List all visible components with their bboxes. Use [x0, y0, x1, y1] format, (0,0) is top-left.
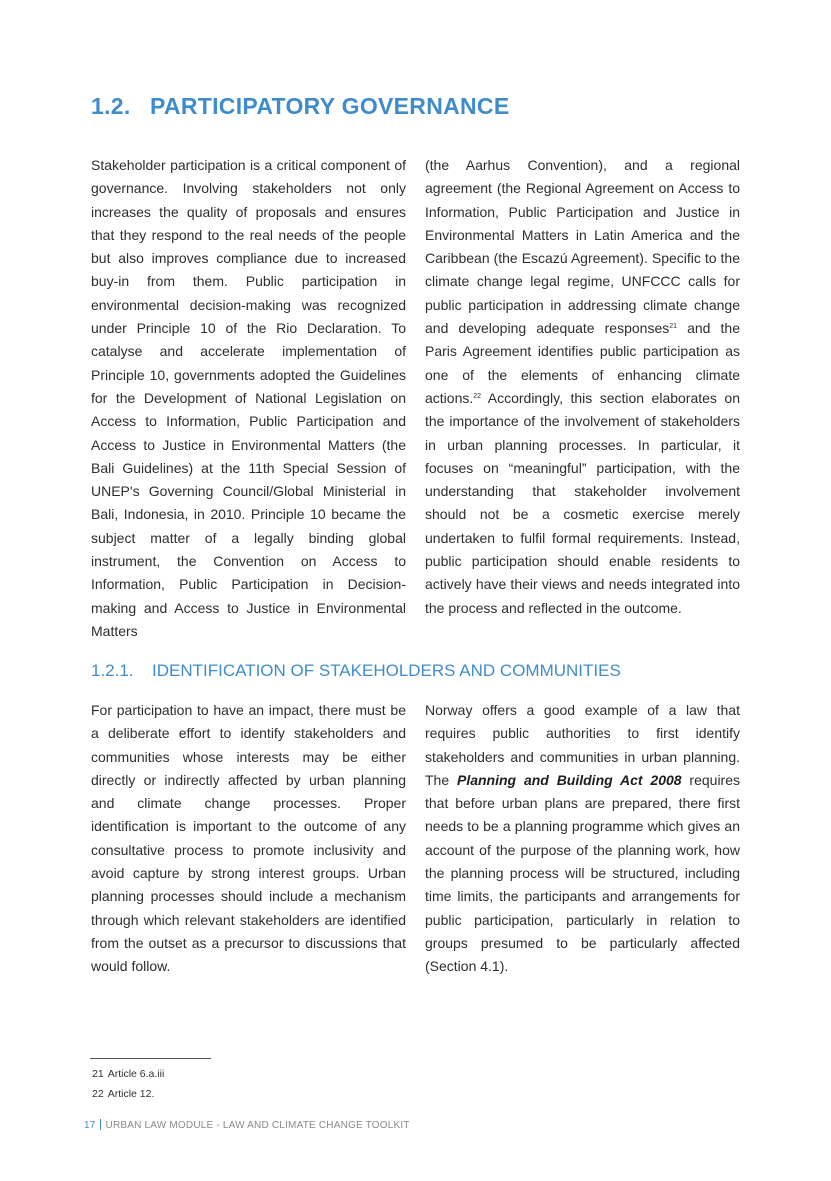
footnote-divider: [90, 1058, 211, 1059]
page-number: 17: [84, 1120, 96, 1131]
subsection-number: 1.2.1.: [91, 661, 134, 680]
footnote-number: 21: [92, 1068, 104, 1080]
section-title: PARTICIPATORY GOVERNANCE: [150, 93, 510, 119]
footnote-22: [92, 1088, 154, 1100]
footnote-ref-21: 21: [669, 323, 678, 331]
page-footer: [84, 1119, 410, 1131]
footnote-ref-22: 22: [473, 392, 482, 400]
section-heading: [91, 93, 509, 120]
footnote-text: Article 6.a.iii: [107, 1068, 165, 1080]
section-number: 1.2.: [91, 93, 131, 119]
subsection-title: IDENTIFICATION OF STAKEHOLDERS AND COMMUNITIES: [152, 661, 621, 680]
paragraph-text: requires that before urban plans are prepared, there first needs to be a planning programme which gives an account of the purpose of the planning work, how the planning process will be structured, including time limits, the participants and arrangements for public participation, particularly in relation to groups presumed to be particularly affected (Section 4.1).: [425, 771, 741, 975]
footnote-21: [92, 1068, 164, 1080]
paragraph-text: and the Paris Agreement identifies public participation as one of the elements of enhancing climate actions.: [425, 320, 740, 406]
act-title: Planning and Building Act 2008: [456, 771, 682, 788]
subsection-heading: [91, 661, 621, 681]
subsection-paragraph-left: For participation to have an impact, there must be a deliberate effort to identify stakeholders and communities whose interests may be either directly or indirectly affected by urban planning and climate change processes. Proper identification is important to the outcome of any consultative process to promote inclusivity and avoid capture by strong interest groups. Urban planning processes should include a mechanism through which relevant stakeholders are identified from the outset as a precursor to discussions that would follow.: [91, 702, 406, 975]
footnote-text: Article 12.: [107, 1088, 155, 1100]
section-paragraph-left: Stakeholder participation is a critical component of governance. Involving stakeholders not only increases the quality of proposals and ensures that they respond to the real needs of the people but also improves compliance due to increased buy-in from them. Public participation in environmental decision-making was recognized under Principle 10 of the Rio Declaration. To catalyse and accelerate implementation of Principle 10, governments adopted the Guidelines for the Development of National Legislation on Access to Information, Public Participation and Access to Justice in Environmental Matters (the Bali Guidelines) at the 11th Special Session of UNEP's Governing Council/Global Ministerial in Bali, Indonesia, in 2010. Principle 10 became the subject matter of a legally binding global instrument, the Convention on Access to Information, Public Participation in Decision-making and Access to Justice in Environmental Matters: [91, 157, 406, 639]
section-paragraph-right: [425, 154, 740, 620]
paragraph-text: Accordingly, this section elaborates on the importance of the involvement of stakeholders in urban planning processes. In particular, it focuses on “meaningful” participation, with the understanding that stakeholder involvement should not be a cosmetic exercise merely undertaken to fulfil formal requirements. Instead, public participation should enable residents to actively have their views and needs integrated into the process and reflected in the outcome.: [425, 389, 740, 616]
footer-title: URBAN LAW MODULE - LAW AND CLIMATE CHANGE TOOLKIT: [105, 1120, 410, 1131]
paragraph-text: (the Aarhus Convention), and a regional agreement (the Regional Agreement on Access to Information, Public Participation and Justice in Environmental Matters in Latin America and the Caribbean (the Escazú Agreement). Specific to the climate change legal regime, UNFCCC calls for public participation in addressing climate change and developing adequate responses: [425, 157, 740, 337]
paragraph-text: Norway offers a good example of a law that requires public authorities to first identify stakeholders and communities in urban planning. The: [425, 702, 740, 788]
footnote-number: 22: [92, 1088, 104, 1100]
subsection-paragraph-right: [425, 699, 740, 979]
footer-divider: [100, 1119, 101, 1130]
